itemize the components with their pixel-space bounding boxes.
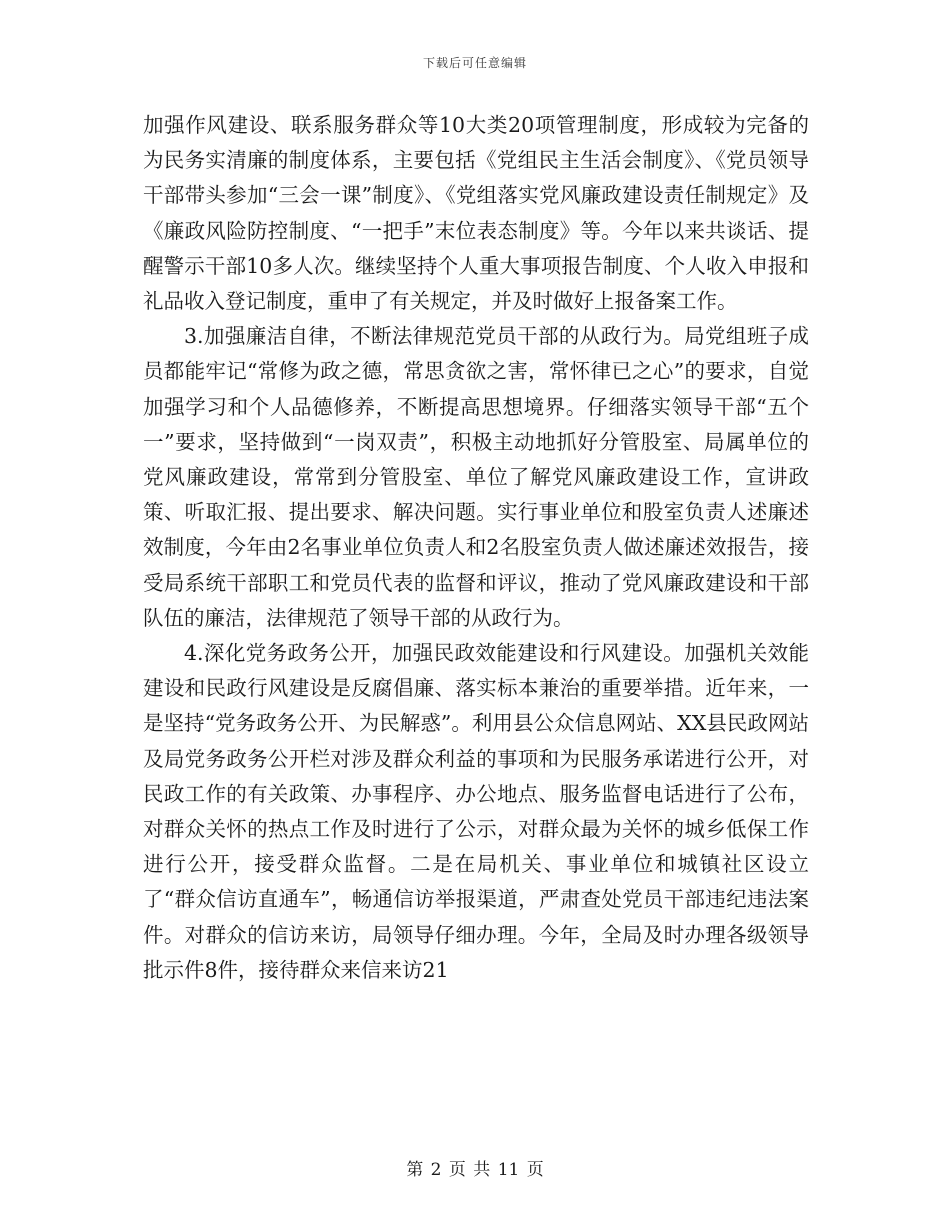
body-paragraph-2: 3.加强廉洁自律，不断法律规范党员干部的从政行为。局党组班子成员都能牢记“常修为政之德，常思贪欲之害，常怀律已之心”的要求，自觉加强学习和个人品德修养，不断提高思想境界。仔细落实领导干部“五个一”要求，坚持做到“一岗双责”，积极主动地抓好分管股室、局属单位的党风廉政建设，常常到分管股室、单位了解党风廉政建设工作，宣讲政策、听取汇报、提出要求、解决问题。实行事业单位和股室负责人述廉述效制度，今年由2名事业单位负责人和2名股室负责人做述廉述效报告，接受局系统干部职工和党员代表的监督和评议，推动了党风廉政建设和干部队伍的廉洁，法律规范了领导干部的从政行为。 — [143, 324, 809, 630]
body-paragraph-1: 加强作风建设、联系服务群众等10大类20项管理制度，形成较为完备的为民务实清廉的制度体系，主要包括《党组民主生活会制度》、《党员领导干部带头参加“三会一课”制度》、《党组落实党风廉政建设责任制规定》及《廉政风险防控制度、“一把手”末位表态制度》等。今年以来共谈话、提醒警示干部10多人次。继续坚持个人重大事项报告制度、个人收入申报和礼品收入登记制度，重申了有关规定，并及时做好上报备案工作。 — [143, 113, 809, 314]
page-header: 下载后可任意编辑 — [422, 56, 527, 70]
body-paragraph-3: 4.深化党务政务公开，加强民政效能建设和行风建设。加强机关效能建设和民政行风建设是反腐倡廉、落实标本兼治的重要举措。近年来，一是坚持“党务政务公开、为民解惑”。利用县公众信息网站、XX县民政网站及局党务政务公开栏对涉及群众利益的事项和为民服务承诺进行公开，对民政工作的有关政策、办事程序、办公地点、服务监督电话进行了公布，对群众关怀的热点工作及时进行了公示，对群众最为关怀的城乡低保工作进行公开，接受群众监督。二是在局机关、事业单位和城镇社区设立了“群众信访直通车”，畅通信访举报渠道，严肃查处党员干部违纪违法案件。对群众的信访来访，局领导仔细办理。今年，全局及时办理各级领导批示件8件，接待群众来信来访21 — [143, 641, 809, 982]
document-body — [143, 108, 809, 988]
page-footer: 第 2 页 共 11 页 — [406, 1160, 544, 1180]
